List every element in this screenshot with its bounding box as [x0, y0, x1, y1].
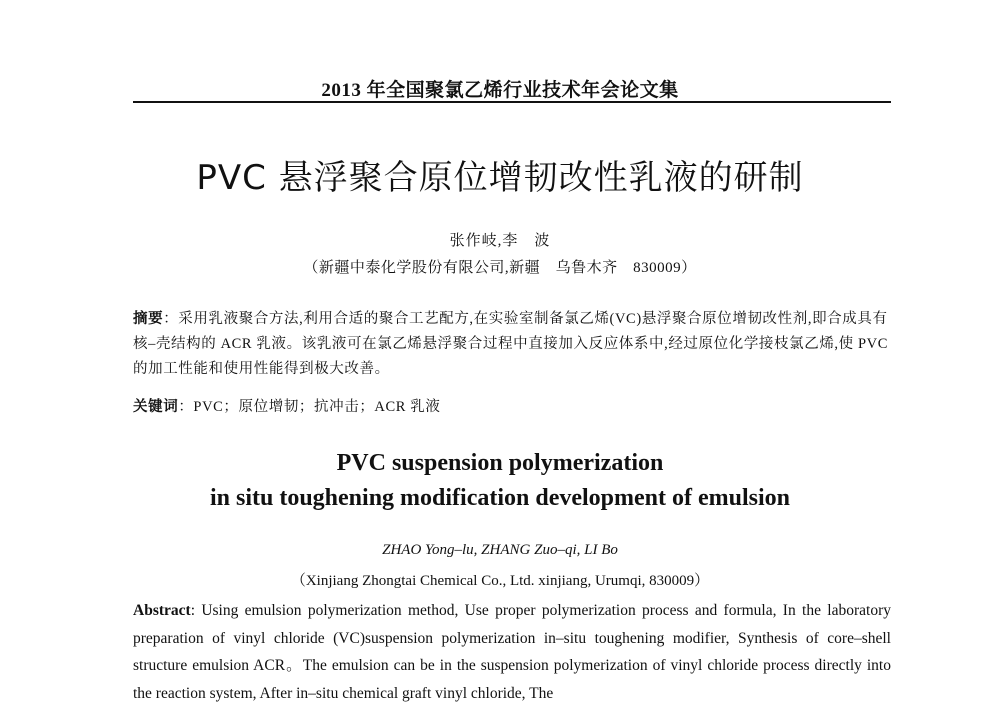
chinese-keywords: [133, 395, 891, 420]
chinese-authors: 张作岐,李 波: [449, 233, 551, 249]
english-affiliation: （Xinjiang Zhongtai Chemical Co., Ltd. xinjiang, Urumqi, 830009）: [290, 573, 710, 589]
chinese-affiliation: （新疆中泰化学股份有限公司,新疆 乌鲁木齐 830009）: [303, 260, 697, 276]
header-rule: [133, 101, 891, 103]
english-abstract-text: : Using emulsion polymerization method, Use proper polymerization process and formula, In the laboratory preparation of vinyl chloride (VC)suspension polymerization in–situ toughening modifier, Synthesis of core–shell structure emulsion ACR。The emulsion can be in the suspension polymerization of vinyl chloride process directly into the reaction system, After in–situ chemical graft vinyl chloride, The: [133, 602, 891, 702]
english-abstract: [133, 597, 891, 707]
english-title-line-2: in situ toughening modification development of emulsion: [209, 485, 791, 511]
chinese-keywords-text: ：PVC；原位增韧；抗冲击；ACR 乳液: [178, 399, 441, 415]
english-authors: ZHAO Yong–lu, ZHANG Zuo–qi, LI Bo: [382, 542, 618, 558]
chinese-abstract-label: 摘要: [133, 311, 164, 327]
chinese-abstract: [133, 307, 891, 382]
chinese-abstract-text: ：采用乳液聚合方法,利用合适的聚合工艺配方,在实验室制备氯乙烯(VC)悬浮聚合原位增韧改性剂,即合成具有核–壳结构的 ACR 乳液。该乳液可在氯乙烯悬浮聚合过程中直接加入反应体系中,经过原位化学接枝氯乙烯,使 PVC 的加工性能和使用性能得到极大改善。: [133, 311, 888, 377]
header-title: 2013 年全国聚氯乙烯行业技术年会论文集: [321, 80, 679, 101]
english-abstract-label: Abstract: [133, 602, 191, 619]
english-title-line-1: PVC suspension polymerization: [336, 450, 664, 476]
chinese-keywords-label: 关键词: [133, 399, 179, 415]
chinese-title: PVC 悬浮聚合原位增韧改性乳液的研制: [196, 158, 804, 198]
